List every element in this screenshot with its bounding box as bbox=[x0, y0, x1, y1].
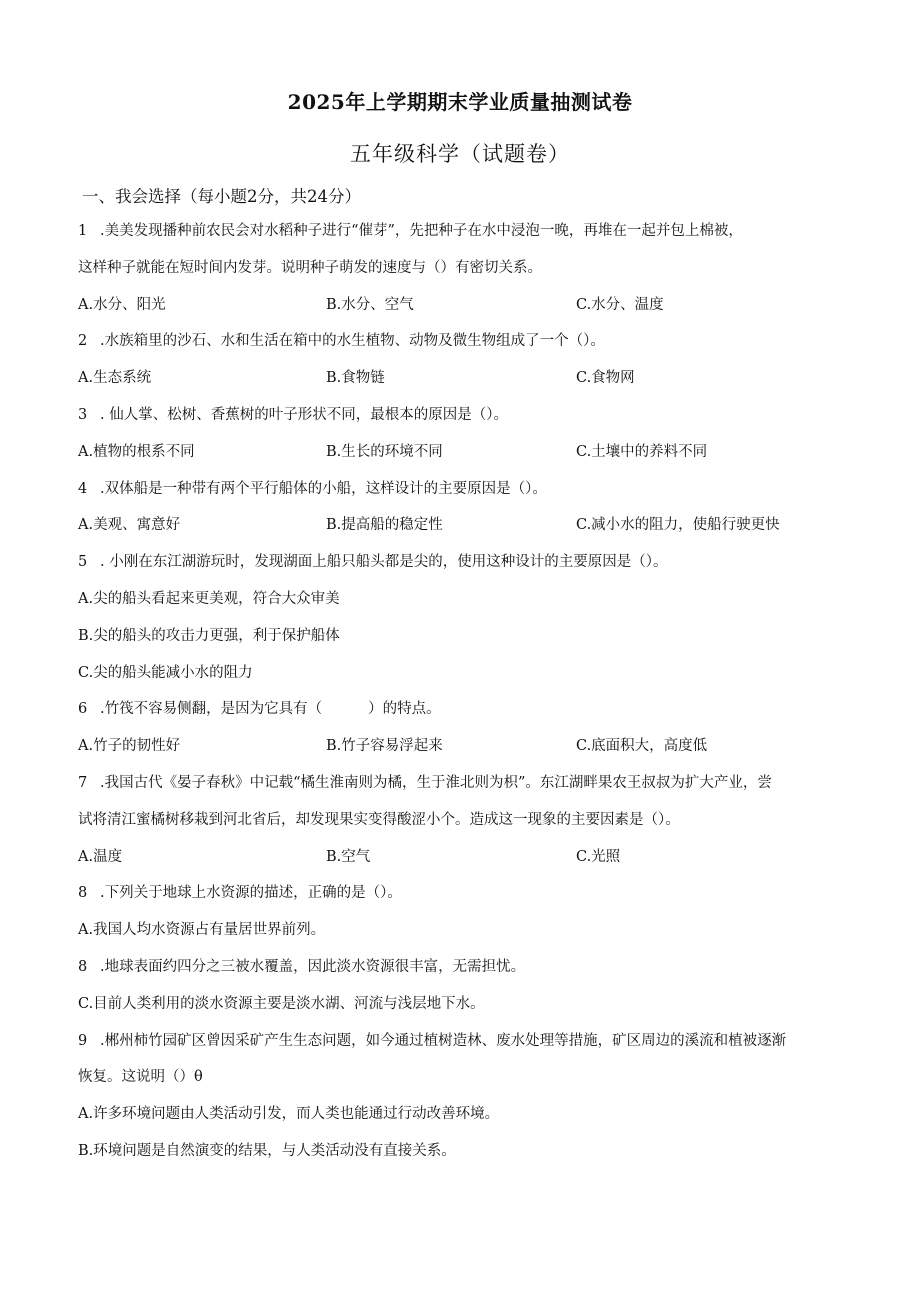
option-a[interactable]: A.生态系统 bbox=[78, 370, 152, 387]
question-3 bbox=[78, 404, 848, 441]
option-b[interactable]: B.提高船的稳定性 bbox=[326, 517, 443, 534]
options-row bbox=[78, 367, 848, 404]
question-7 bbox=[78, 772, 848, 809]
question-5 bbox=[78, 551, 848, 588]
option-a[interactable]: A.美观、寓意好 bbox=[78, 517, 181, 534]
options-row bbox=[78, 846, 848, 883]
question-text-end: ）的特点。 bbox=[368, 701, 441, 718]
question-number: 3 bbox=[78, 406, 88, 423]
question-number: 6 bbox=[78, 701, 88, 718]
question-list bbox=[78, 220, 848, 1177]
option-a[interactable]: A.我国人均水资源占有量居世界前列。 bbox=[78, 922, 326, 939]
option-c[interactable]: C.食物网 bbox=[576, 370, 635, 387]
question-number: 5 bbox=[78, 554, 88, 571]
option-b[interactable]: B.环境问题是自然演变的结果，与人类活动没有直接关系。 bbox=[78, 1142, 456, 1159]
question-number: 8 bbox=[78, 958, 88, 975]
question-number: 1 bbox=[78, 223, 88, 239]
question-text-continued: 这样种子就能在短时间内发芽。说明种子萌发的速度与（）有密切关系。 bbox=[78, 259, 542, 276]
question-text-continued: 试将清江蜜橘树移栽到河北省后，却发现果实变得酸涩小个。造成这一现象的主要因素是（）。 bbox=[78, 811, 680, 828]
options-row bbox=[78, 441, 848, 478]
options-row bbox=[78, 735, 848, 772]
option-b[interactable]: B.水分、空气 bbox=[326, 296, 414, 313]
question-number: 7 bbox=[78, 774, 88, 791]
question-number: 8 bbox=[78, 885, 88, 902]
section-heading: 一、我会选择（每小题2分，共24分） bbox=[82, 187, 361, 206]
question-number: 9 bbox=[78, 1032, 88, 1049]
option-c[interactable]: C.减小水的阻力，使船行驶更快 bbox=[576, 517, 780, 534]
question-text: .郴州柿竹园矿区曾因采矿产生生态问题，如今通过植树造林、废水处理等措施，矿区周边的溪流和植被逐渐 bbox=[100, 1032, 787, 1049]
option-b[interactable]: B.竹子容易浮起来 bbox=[326, 738, 443, 755]
option-a[interactable]: A.竹子的韧性好 bbox=[78, 738, 181, 755]
option-a[interactable]: A.水分、阳光 bbox=[78, 296, 166, 313]
option-c[interactable]: C.底面积大，高度低 bbox=[576, 738, 708, 755]
question-text-start: .竹筏不容易侧翻，是因为它具有（ bbox=[100, 701, 323, 718]
option-c[interactable]: C.尖的船头能减小水的阻力 bbox=[78, 664, 253, 681]
question-number: 2 bbox=[78, 333, 88, 350]
question-number: 4 bbox=[78, 480, 88, 497]
option-b[interactable]: B.食物链 bbox=[326, 370, 385, 387]
option-c[interactable]: C.土壤中的养料不同 bbox=[576, 443, 708, 460]
options-row bbox=[78, 514, 848, 551]
question-9 bbox=[78, 1030, 848, 1067]
question-text: .水族箱里的沙石、水和生活在箱中的水生植物、动物及微生物组成了一个（）。 bbox=[100, 333, 605, 350]
question-text: .美美发现播种前农民会对水稻种子进行“催芽”，先把种子在水中浸泡一晚，再堆在一起并包上棉被， bbox=[100, 223, 743, 239]
question-1 bbox=[78, 220, 848, 257]
exam-title: 2025年上学期期末学业质量抽测试卷 bbox=[287, 90, 633, 114]
option-c[interactable]: C.光照 bbox=[576, 848, 621, 865]
question-text: . 仙人掌、松树、香蕉树的叶子形状不同，最根本的原因是（）。 bbox=[100, 406, 508, 423]
question-4 bbox=[78, 478, 848, 515]
question-text-continued: 恢复。这说明（）θ bbox=[78, 1069, 203, 1086]
option-b[interactable]: B.生长的环境不同 bbox=[326, 443, 443, 460]
exam-subtitle: 五年级科学（试题卷） bbox=[350, 142, 570, 166]
option-c[interactable]: C.水分、温度 bbox=[576, 296, 664, 313]
option-a[interactable]: A.植物的根系不同 bbox=[78, 443, 195, 460]
option-a[interactable]: A.许多环境问题由人类活动引发，而人类也能通过行动改善环境。 bbox=[78, 1106, 500, 1123]
option-a[interactable]: A.温度 bbox=[78, 848, 123, 865]
question-text: .下列关于地球上水资源的描述，正确的是（）。 bbox=[100, 885, 402, 902]
option-a[interactable]: A.尖的船头看起来更美观，符合大众审美 bbox=[78, 590, 340, 607]
question-2 bbox=[78, 330, 848, 367]
question-text: . 小刚在东江湖游玩时，发现湖面上船只船头都是尖的，使用这种设计的主要原因是（）。 bbox=[100, 554, 668, 571]
question-text: .地球表面约四分之三被水覆盖，因此淡水资源很丰富，无需担忧。 bbox=[100, 958, 526, 975]
question-8b bbox=[78, 956, 848, 993]
option-c[interactable]: C.目前人类利用的淡水资源主要是淡水湖、河流与浅层地下水。 bbox=[78, 995, 485, 1012]
question-6 bbox=[78, 698, 848, 735]
question-text: .我国古代《晏子春秋》中记载“橘生淮南则为橘，生于淮北则为枳”。东江湖畔果农王叔叔为扩大产业，尝 bbox=[100, 774, 772, 791]
option-b[interactable]: B.尖的船头的攻击力更强，利于保护船体 bbox=[78, 627, 340, 644]
option-b[interactable]: B.空气 bbox=[326, 848, 371, 865]
question-text: .双体船是一种带有两个平行船体的小船，这样设计的主要原因是（）。 bbox=[100, 480, 547, 497]
options-row bbox=[78, 294, 848, 331]
question-8 bbox=[78, 882, 848, 919]
